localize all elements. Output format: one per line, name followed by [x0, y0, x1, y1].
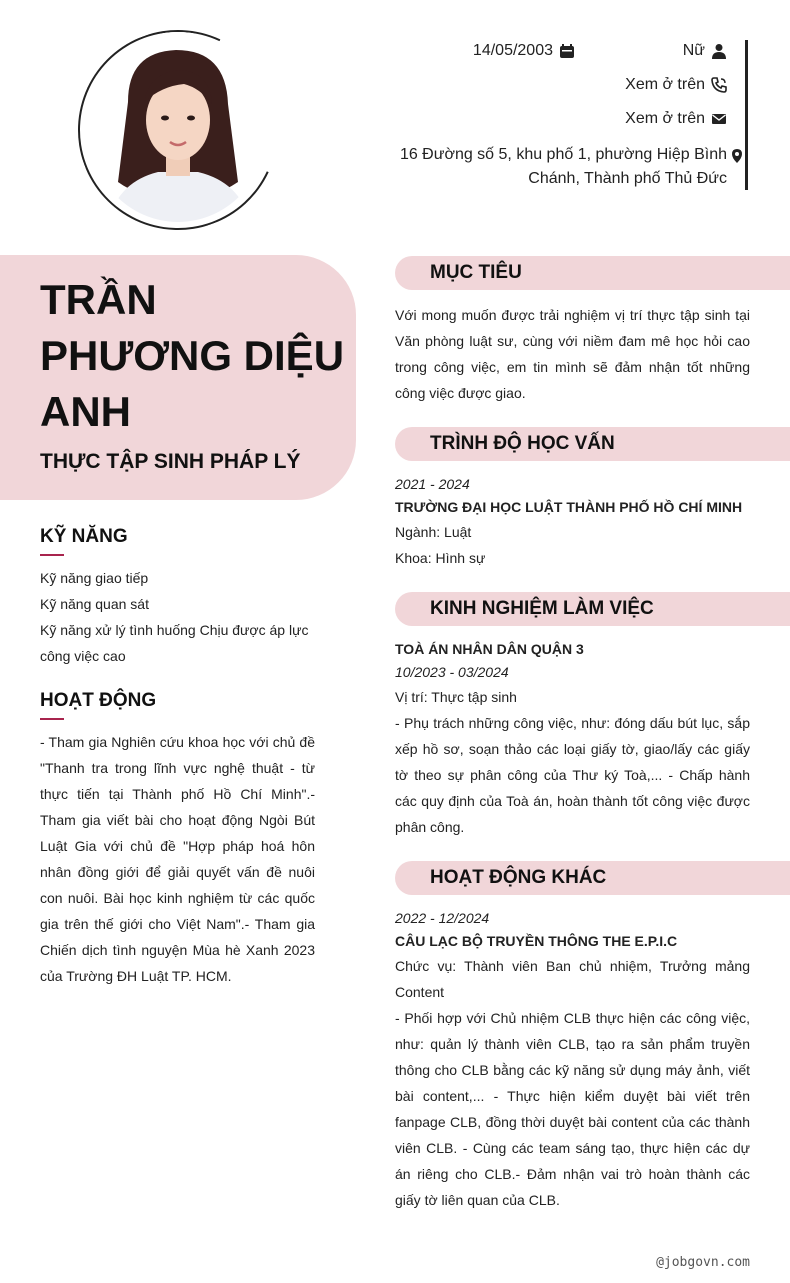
full-name: TRẦN PHƯƠNG DIỆU ANH — [40, 276, 345, 435]
other-org: CÂU LẠC BỘ TRUYỀN THÔNG THE E.P.I.C — [395, 933, 678, 949]
activities-title: HOẠT ĐỘNG — [40, 690, 157, 711]
other-period: 2022 - 12/2024 — [395, 910, 490, 926]
experience-description: - Phụ trách những công việc, như: đóng dấu bút lục, sắp xếp hồ sơ, soạn thảo các loại giấy tờ, giao/lấy các giấy tờ theo sự phân công của Thư ký Toà,... - Chấp hành các quy định của Toà án, hoàn thành tốt công việc được phân công. — [395, 715, 750, 835]
gender-text: Nữ — [682, 42, 705, 59]
avatar — [88, 32, 268, 222]
experience-period: 10/2023 - 03/2024 — [395, 664, 509, 680]
location-pin-icon — [729, 148, 745, 164]
experience-position: Vị trí: Thực tập sinh — [395, 689, 517, 705]
education-period: 2021 - 2024 — [395, 476, 470, 492]
objective-header — [395, 256, 790, 290]
skills-title: KỸ NĂNG — [40, 526, 128, 547]
objective-text: Với mong muốn được trải nghiệm vị trí thực tập sinh tại Văn phòng luật sư, cùng với niềm đam mê học hỏi cao trong công việc, em tin mình sẽ đảm nhận tốt những công việc được giao. — [395, 307, 750, 401]
objective-title: MỤC TIÊU — [430, 262, 522, 283]
other-title: HOẠT ĐỘNG KHÁC — [430, 867, 607, 888]
experience-org: TOÀ ÁN NHÂN DÂN QUẬN 3 — [395, 641, 584, 657]
activities-text: - Tham gia Nghiên cứu khoa học với chủ đề "Thanh tra trong lĩnh vực nghệ thuật - từ thực tiến tại Thành phố Hồ Chí Minh".- Tham gia viết bài cho hoạt động Ngòi Bút Luật Gia với chủ đề "Hợp pháp hoá hôn nhân đồng giới để giải quyết vấn đề nuôi con nuôi. Bài học kinh nghiệm từ các quốc gia trên thế giới cho Việt Nam".- Tham gia Chiến dịch tình nguyện Mùa hè Xanh 2023 của Trường ĐH Luật TP. HCM. — [40, 734, 315, 984]
skill-item: Kỹ năng quan sát — [40, 596, 149, 612]
education-title: TRÌNH ĐỘ HỌC VẤN — [430, 433, 615, 454]
phone-row — [625, 76, 727, 94]
phone-text: Xem ở trên — [625, 76, 705, 93]
calendar-icon — [559, 43, 575, 59]
skills-underline — [40, 554, 64, 556]
skills-list — [40, 565, 340, 669]
person-icon — [711, 43, 727, 59]
contact-block — [325, 40, 748, 190]
dob-row — [473, 42, 575, 60]
skill-item: Kỹ năng xử lý tình huống Chịu được áp lực công việc cao — [40, 622, 309, 664]
phone-icon — [711, 77, 727, 93]
education-header — [395, 427, 790, 461]
experience-header — [395, 592, 790, 626]
mail-icon — [711, 111, 727, 127]
job-title: THỰC TẬP SINH PHÁP LÝ — [40, 450, 301, 473]
experience-title: KINH NGHIỆM LÀM VIỆC — [430, 598, 654, 619]
education-faculty: Khoa: Hình sự — [395, 550, 486, 566]
education-major: Ngành: Luật — [395, 524, 472, 540]
email-text: Xem ở trên — [625, 110, 705, 127]
email-row — [625, 110, 727, 128]
skill-item: Kỹ năng giao tiếp — [40, 570, 149, 586]
other-position: Chức vụ: Thành viên Ban chủ nhiệm, Trưởng mảng Content — [395, 958, 750, 1000]
footer-watermark: @jobgovn.com — [656, 1255, 750, 1270]
address-text: 16 Đường số 5, khu phố 1, phường Hiệp Bình Chánh, Thành phố Thủ Đức — [399, 146, 727, 187]
other-header — [395, 861, 790, 895]
gender-row — [683, 42, 727, 60]
activities-underline — [40, 718, 64, 720]
other-description: - Phối hợp với Chủ nhiệm CLB thực hiện các công việc, như: quản lý thành viên CLB, tạo ra sản phẩm truyền thông cho CLB bằng các kỹ năng sử dụng máy ảnh, viết bài content,... - Thực hiện kiểm duyệt bài viết trên fanpage CLB, đồng thời duyệt bài content của các thành viên CLB. - Cùng các team sáng tạo, thực hiện các dự án riêng cho CLB.- Đảm nhận vai trò hoàn thành các giấy tờ liên quan của CLB. — [395, 1010, 750, 1208]
education-school: TRƯỜNG ĐẠI HỌC LUẬT THÀNH PHỐ HỒ CHÍ MINH — [395, 499, 743, 515]
dob-text: 14/05/2003 — [472, 42, 553, 59]
